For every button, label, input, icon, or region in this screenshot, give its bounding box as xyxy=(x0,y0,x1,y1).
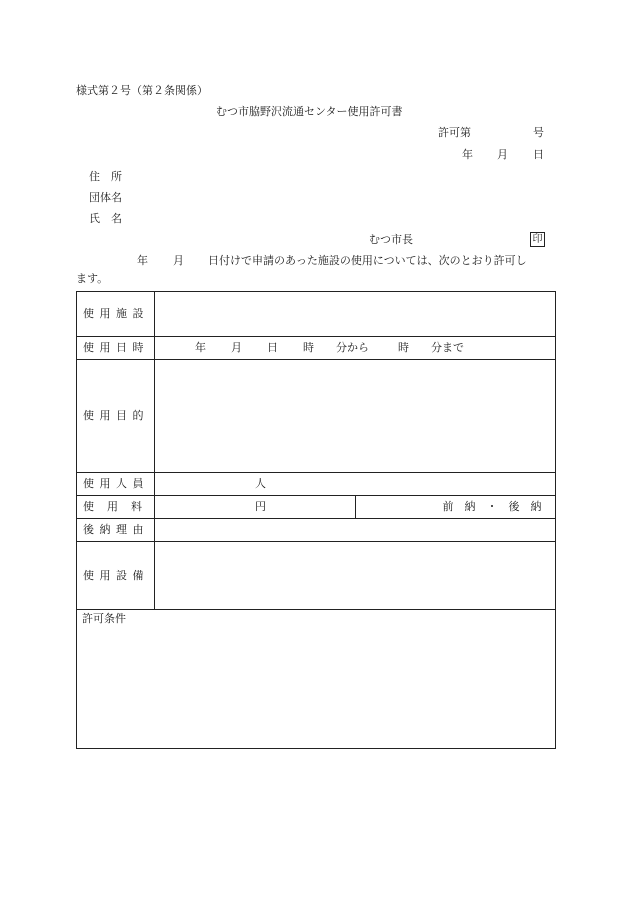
applicant-group-label: 団体名 xyxy=(89,191,122,204)
conditions-label: 許可条件 xyxy=(82,612,126,625)
datetime-hour-unit: 時 xyxy=(303,341,314,354)
table-row xyxy=(77,360,556,473)
fee-label: 使 用 料 xyxy=(77,496,155,519)
datetime-until-unit: 分まで xyxy=(431,341,464,354)
people-unit: 人 xyxy=(255,477,266,490)
facility-label: 使 用 施 設 xyxy=(77,292,155,337)
seal-stamp: 印 xyxy=(530,232,545,247)
people-value xyxy=(155,473,556,496)
datetime-day-unit: 日 xyxy=(267,341,278,354)
body-month: 月 xyxy=(173,254,184,267)
datetime-value xyxy=(155,337,556,360)
form-number: 様式第２号（第２条関係） xyxy=(76,84,208,97)
payment-options: 前 納 ・ 後 納 xyxy=(442,500,542,513)
fee-value xyxy=(155,496,356,519)
table-row xyxy=(77,519,556,542)
equipment-value xyxy=(155,542,556,610)
table-row xyxy=(77,496,556,519)
permit-date-day: 日 xyxy=(533,148,544,161)
body-text-line1: 日付けで申請のあった施設の使用については、次のとおり許可し xyxy=(208,254,527,267)
facility-value xyxy=(155,292,556,337)
equipment-label: 使 用 設 備 xyxy=(77,542,155,610)
body-text-line2: ます。 xyxy=(76,272,109,285)
table-row xyxy=(77,542,556,610)
issuer-mayor: むつ市長 xyxy=(369,233,413,246)
datetime-hour-end-unit: 時 xyxy=(398,341,409,354)
conditions-cell xyxy=(77,610,556,749)
permit-date-year: 年 xyxy=(462,148,473,161)
fee-unit: 円 xyxy=(255,500,266,513)
datetime-year-unit: 年 xyxy=(195,341,206,354)
permit-number-suffix: 号 xyxy=(533,126,544,139)
document-title: むつ市脇野沢流通センター使用許可書 xyxy=(216,105,403,118)
permit-date-month: 月 xyxy=(497,148,508,161)
deferred-reason-value xyxy=(155,519,556,542)
deferred-reason-label: 後 納 理 由 xyxy=(77,519,155,542)
table-row xyxy=(77,473,556,496)
datetime-label: 使 用 日 時 xyxy=(77,337,155,360)
permit-number-prefix: 許可第 xyxy=(438,126,471,139)
datetime-month-unit: 月 xyxy=(231,341,242,354)
applicant-name-label: 氏 名 xyxy=(89,212,122,225)
body-year: 年 xyxy=(137,254,148,267)
table-row xyxy=(77,292,556,337)
applicant-address-label: 住 所 xyxy=(89,170,122,183)
people-label: 使 用 人 員 xyxy=(77,473,155,496)
datetime-from-unit: 分から xyxy=(336,341,369,354)
table-row xyxy=(77,337,556,360)
purpose-value xyxy=(155,360,556,473)
permit-form-table xyxy=(76,291,556,749)
payment-method xyxy=(355,496,556,519)
table-row xyxy=(77,610,556,749)
purpose-label: 使 用 目 的 xyxy=(77,360,155,473)
